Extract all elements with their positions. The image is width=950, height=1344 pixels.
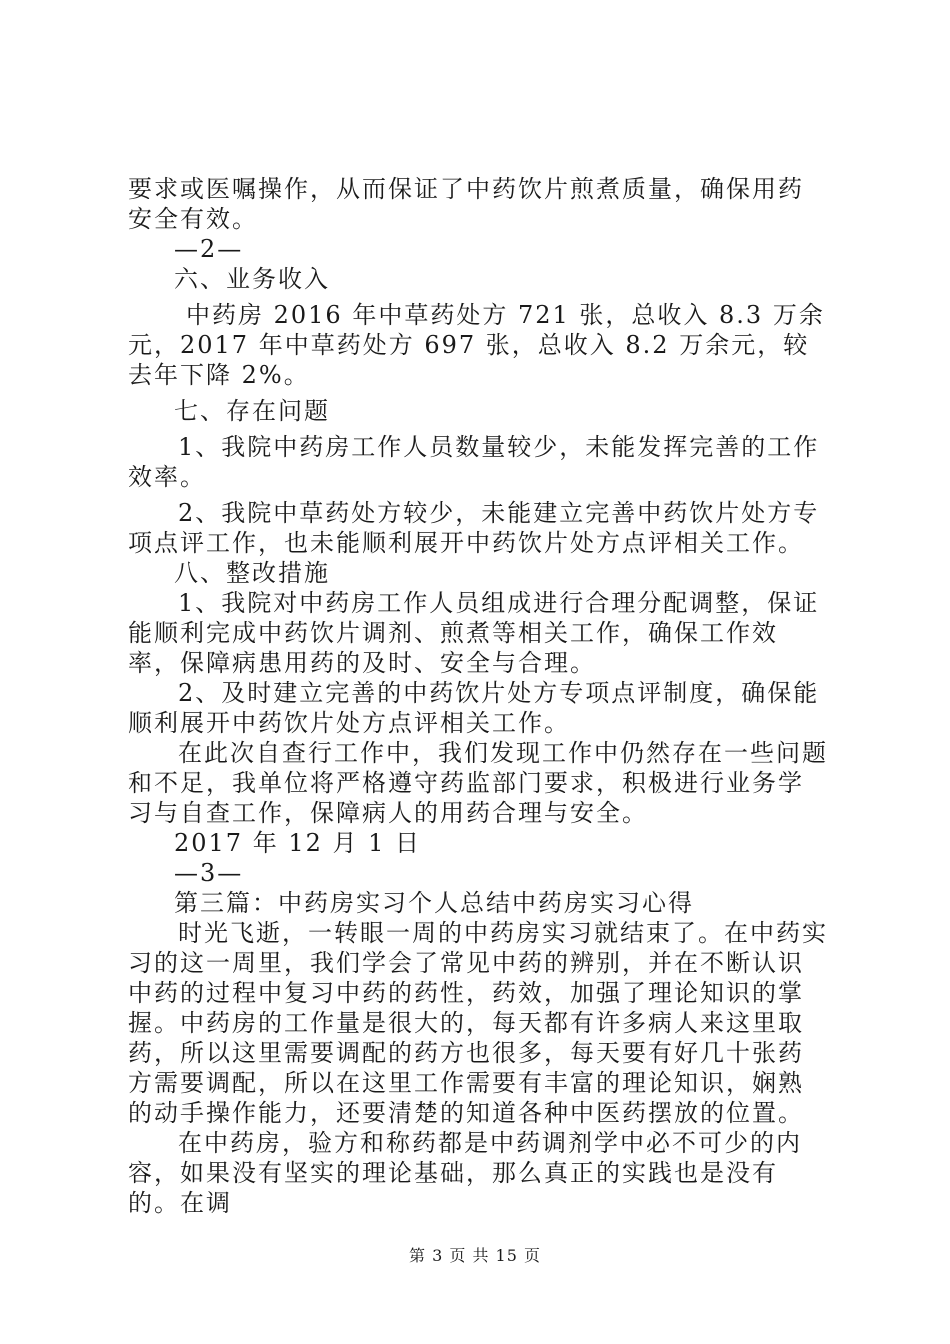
paragraph-continuation: 要求或医嘱操作，从而保证了中药饮片煎煮质量，确保用药安全有效。 <box>128 175 804 233</box>
section-heading: 八、整改措施 <box>174 559 330 587</box>
section-heading: 六、业务收入 <box>174 265 330 293</box>
page-footer: 第 3 页 共 15 页 <box>409 1246 541 1265</box>
paragraph: 在此次自查行工作中，我们发现工作中仍然存在一些问题和不足，我单位将严格遵守药监部门要求，积极进行业务学习与自查工作，保障病人的用药合理与安全。 <box>128 739 828 827</box>
page-number-marker: —3— <box>174 859 244 887</box>
document-body <box>128 174 828 1218</box>
paragraph: 在中药房，验方和称药都是中药调剂学中必不可少的内容，如果没有坚实的理论基础，那么真正的实践也是没有的。在调 <box>128 1129 802 1217</box>
chapter-title: 第三篇：中药房实习个人总结中药房实习心得 <box>174 889 694 917</box>
paragraph: 中药房 2016 年中草药处方 721 张，总收入 8.3 万余元，2017 年中草药处方 697 张，总收入 8.2 万余元，较去年下降 2%。 <box>128 301 825 389</box>
paragraph: 时光飞逝，一转眼一周的中药房实习就结束了。在中药实习的这一周里，我们学会了常见中药的辨别，并在不断认识中药的过程中复习中药的药性，药效，加强了理论知识的掌握。中药房的工作量是很大的，每天都有许多病人来这里取药，所以这里需要调配的药方也很多，每天要有好几十张药方需要调配，所以在这里工作需要有丰富的理论知识，娴熟的动手操作能力，还要清楚的知道各种中医药摆放的位置。 <box>128 919 828 1127</box>
list-item: 2、及时建立完善的中药饮片处方专项点评制度，确保能顺利展开中药饮片处方点评相关工作。 <box>128 679 820 737</box>
list-item: 2、我院中草药处方较少，未能建立完善中药饮片处方专项点评工作，也未能顺利展开中药饮片处方点评相关工作。 <box>128 499 820 557</box>
page-number-marker: —2— <box>174 235 244 263</box>
list-item: 1、我院对中药房工作人员组成进行合理分配调整，保证能顺利完成中药饮片调剂、煎煮等相关工作，确保工作效率，保障病患用药的及时、安全与合理。 <box>128 589 820 677</box>
date-line: 2017 年 12 月 1 日 <box>174 829 422 857</box>
list-item: 1、我院中药房工作人员数量较少，未能发挥完善的工作效率。 <box>128 433 820 491</box>
section-heading: 七、存在问题 <box>174 397 330 425</box>
